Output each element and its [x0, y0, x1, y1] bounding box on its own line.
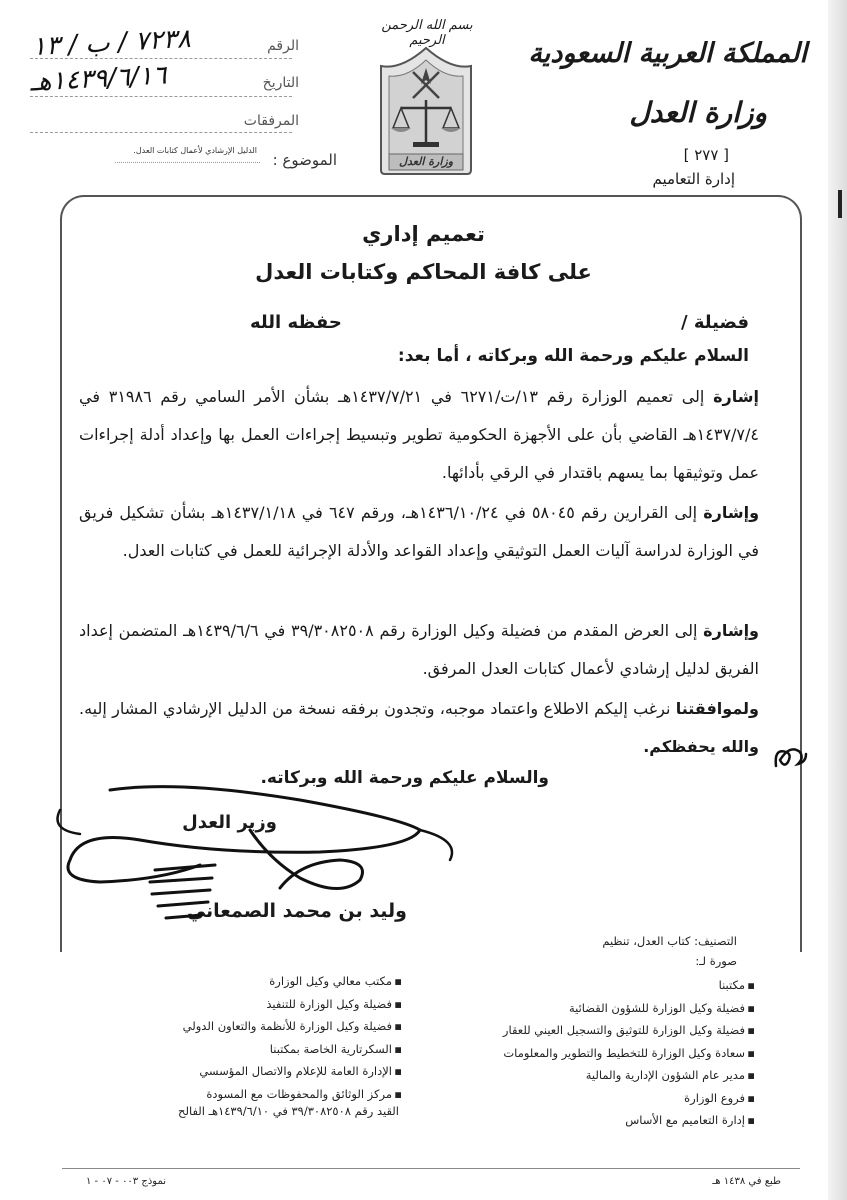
paragraph-4-close: والله يحفظكم.	[643, 737, 759, 756]
minister-name: وليد بن محمد الصمعاني	[186, 900, 407, 922]
document-title: تعميم إداري	[362, 222, 485, 246]
copy-to-label: صورة لـ:	[695, 954, 737, 968]
minister-title: وزير العدل	[182, 812, 277, 833]
circular-number: [ ٢٧٧ ]	[683, 146, 729, 164]
basmala: بسم الله الرحمن الرحيم	[381, 18, 473, 48]
list-item: ▪سعادة وكيل الوزارة للتخطيط والتطوير والمعلومات	[503, 1045, 755, 1060]
date-label: التاريخ	[262, 75, 299, 91]
list-item: ▪فضيلة وكيل الوزارة للأنظمة والتعاون الدولي	[182, 1019, 402, 1033]
number-value: ٧٢٣٨ / ب / ١٣	[31, 23, 192, 63]
date-value: ١٤٣٩/٦/١٦هـ	[29, 60, 168, 98]
subject-value: الدليل الإرشادي لأعمال كتابات العدل.	[133, 146, 257, 155]
number-label: الرقم	[267, 38, 299, 54]
list-item: ▪الإدارة العامة للإعلام والاتصال المؤسسي	[199, 1064, 402, 1078]
paragraph-4-text: نرغب إليكم الاطلاع واعتماد موجبه، وتجدون برفقه نسخة من الدليل الإرشادي المشار إليه.	[79, 699, 671, 718]
subject-label: الموضوع :	[272, 151, 337, 169]
list-item: ▪السكرتارية الخاصة بمكتبنا	[269, 1041, 402, 1056]
greeting: السلام عليكم ورحمة الله وبركاته ، أما بعد:	[397, 346, 749, 366]
paragraph-2	[79, 494, 759, 570]
minister-signature	[40, 770, 500, 960]
registry-record: القيد رقم ٣٩/٣٠٨٢٥٠٨ في ١٤٣٩/٦/١٠هـ الفالح	[178, 1104, 399, 1118]
paragraph-2-lead: وإشارة	[703, 503, 760, 522]
paragraph-3	[79, 612, 759, 688]
paragraph-4-lead: ولموافقتنا	[675, 699, 759, 718]
classification: التصنيف: كتاب العدل، تنظيم	[602, 934, 737, 948]
document-subtitle: على كافة المحاكم وكتابات العدل	[255, 260, 592, 284]
initials-signature	[770, 738, 810, 778]
attachments-label: المرفقات	[243, 113, 299, 129]
paragraph-1	[79, 378, 759, 492]
paragraph-1-lead: إشارة	[713, 387, 759, 406]
department-name: إدارة التعاميم	[652, 170, 735, 188]
date-line	[30, 96, 292, 97]
list-item: ▪مكتبنا	[718, 978, 755, 992]
form-number: نموذج ٠٠٣ - ٠٧ - ١	[86, 1176, 167, 1187]
page-edge-mark	[838, 190, 842, 218]
blessing: حفظه الله	[250, 312, 342, 333]
list-item: ▪مركز الوثائق والمحفوظات مع المسودة	[206, 1086, 402, 1101]
subject-line	[115, 162, 260, 163]
paragraph-3-lead: وإشارة	[703, 621, 759, 640]
paragraph-4	[79, 690, 759, 766]
paragraph-1-text: إلى تعميم الوزارة رقم ١٣/ت/٦٢٧١ في ١٤٣٧/٧/٢١هـ بشأن الأمر السامي رقم ٣١٩٨٦ في ١٤٣٧/٧/٤هـ القاضي بأن على الأجهزة الحكومية تطوير وتبسيط إجراءات العمل بها وإعداد أدلة إجراءات عمل وتوثيقها بما يسهم باقتدار في الرقي بأدائها.	[79, 387, 759, 482]
list-item: ▪فضيلة وكيل الوزارة للشؤون القضائية	[568, 1000, 755, 1015]
attachments-line	[30, 132, 292, 133]
list-item: ▪فضيلة وكيل الوزارة للتنفيذ	[266, 996, 402, 1011]
list-item: ▪إدارة التعاميم مع الأساس	[625, 1113, 755, 1127]
emblem-caption: وزارة العدل	[398, 155, 454, 168]
paragraph-3-text: إلى العرض المقدم من فضيلة وكيل الوزارة رقم ٣٩/٣٠٨٢٥٠٨ في ١٤٣٩/٦/٦هـ المتضمن إعداد الفريق لدليل إرشادي لأعمال كتابات العدل المرفق.	[79, 621, 759, 678]
list-item: ▪مكتب معالي وكيل الوزارة	[269, 974, 402, 988]
copies-list-left	[72, 970, 402, 1105]
kingdom-name: المملكة العربية السعودية	[528, 38, 807, 69]
list-item: ▪فروع الوزارة	[684, 1090, 755, 1105]
closing-greeting: والسلام عليكم ورحمة الله وبركاته.	[260, 768, 549, 788]
list-item: ▪فضيلة وكيل الوزارة للتوثيق والتسجيل العيني للعقار	[502, 1023, 755, 1037]
copies-list-right	[395, 974, 755, 1132]
footer-divider	[62, 1168, 800, 1169]
page-edge	[828, 0, 847, 1200]
paragraph-2-text: إلى القرارين رقم ٥٨٠٤٥ في ١٤٣٦/١٠/٢٤هـ، ورقم ٦٤٧ في ١٤٣٧/١/١٨هـ بشأن تشكيل فريق في الوزارة لدراسة آليات العمل التوثيقي وإعداد القواعد والأدلة الإجرائية للعمل في كتابات العدل.	[79, 503, 759, 560]
list-item: ▪مدير عام الشؤون الإدارية والمالية	[585, 1068, 755, 1082]
addressee: فضيلة /	[681, 312, 749, 333]
ministry-name: وزارة العدل	[629, 96, 767, 129]
printed-year: طبع في ١٤٣٨ هـ	[712, 1176, 781, 1187]
